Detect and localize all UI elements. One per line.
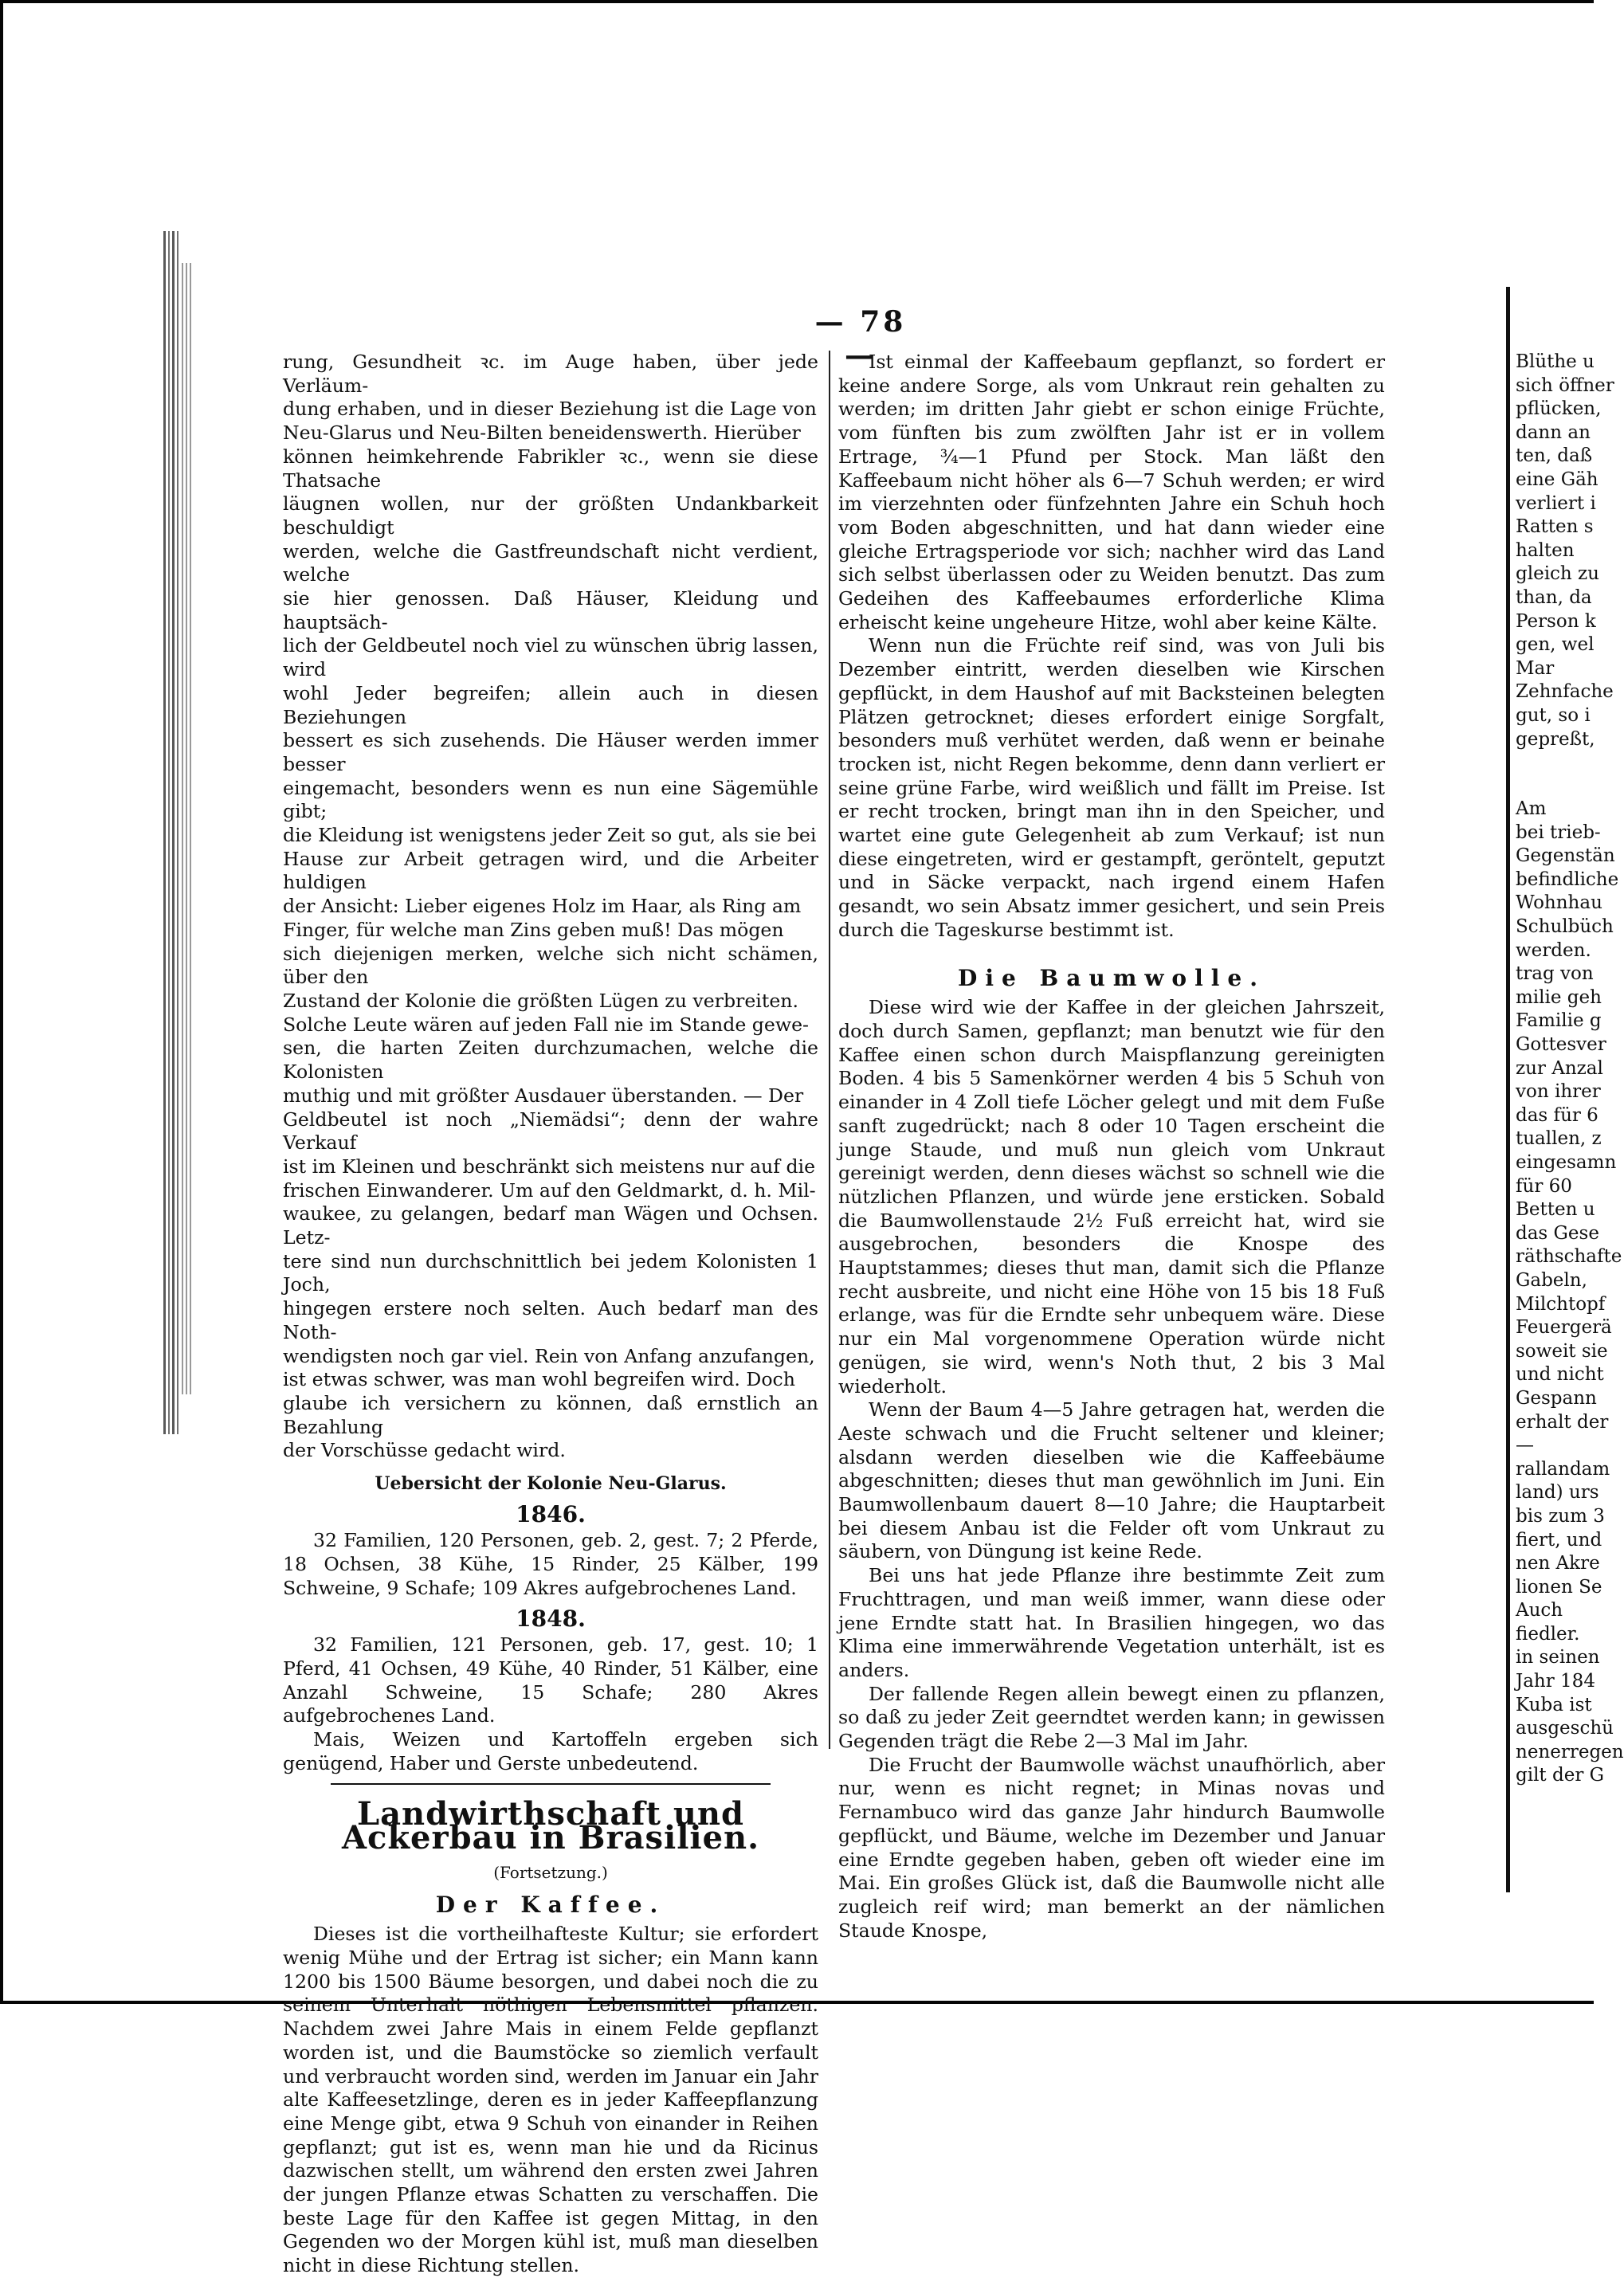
text-line: bei trieb- [1516,821,1601,843]
facing-page-lines-top [1516,351,1614,751]
section-rule [331,1783,771,1785]
text-line: können heimkehrende Fabrikler ꝛc., wenn sie diese Thatsache [283,445,818,492]
text-line: und nicht [1516,1364,1604,1386]
text-line: eingesamn [1516,1152,1617,1173]
text-line: Kuba ist [1516,1694,1592,1715]
page-edge-shadow [163,231,181,1434]
year-1846: 1846. [516,1500,586,1527]
col2-paragraph-2: Wenn nun die Früchte reif sind, was von Juli bis Dezember eintritt, werden dieselben wie Kirschen gepflückt, in dem Haushof auf mit Backsteinen belegten Plätzen getrocknet; dieses erfordert einige Sorgfalt, besonders muß verhütet werden, daß wenn er beinahe trocken ist, nicht Regen bekomme, denn dann verliert er seine grüne Farbe, wird weißlich und fällt im Preise. Ist er recht trocken, bringt man ihn in den Speicher, und wartet eine gute Gelegenheit ab zum Verkauf; ist nun diese eingetreten, wird er gestampft, geröntelt, geputzt und in Säcke verpackt, nach irgend einem Hafen gesandt, wo sein Absatz immer gesichert, und sein Preis durch die Tageskurse bestimmt ist. [838,634,1385,941]
text-line: das für 6 [1516,1104,1599,1126]
text-line: dann an [1516,421,1591,443]
text-line: sich öffner [1516,374,1614,396]
text-line: waukee, zu gelangen, bedarf man Wägen und Ochsen. Letz- [283,1202,818,1249]
text-line: frischen Einwanderer. Um auf den Geldmarkt, d. h. Mil- [283,1178,816,1202]
kaffee-paragraph: Dieses ist die vortheilhafteste Kultur; sie erfordert wenig Mühe und der Ertrag ist sicher; ein Mann kann 1200 bis 1500 Bäume besorgen, und dabei noch die zu seinem Unterhalt nöthigen Lebensmittel pflanzen. Nachdem zwei Jahre Mais in einem Felde gepflanzt worden ist, und die Baumstöcke so ziemlich verfault und verbraucht worden sind, werden im Januar ein Jahr alte Kaffeesetzlinge, deren es in jeder Kaffeepflanzung eine Menge gibt, etwa 9 Schuh von einander in Reihen gepflanzt; gut ist es, wenn man hie und da Ricinus dazwischen stellt, um während den ersten zwei Jahren der jungen Pflanze etwas Schatten zu verschaffen. Die beste Lage für den Kaffee ist gegen Mittag, in den Gegenden wo der Morgen kühl ist, muß man dieselben nicht in diese Richtung stellen. [283,1923,818,2277]
col2-paragraph-6: Der fallende Regen allein bewegt einen zu pflanzen, so daß zu jeder Zeit geerndtet werden kann; in gewissen Gegenden trägt die Rebe 2—3 Mal im Jahr. [838,1682,1385,1753]
text-line: die Kleidung ist wenigstens jeder Zeit so gut, als sie bei [283,824,817,847]
text-line: fiedler. [1516,1623,1580,1645]
section-title-kaffee: Der Kaffee. [435,1891,666,1918]
text-line: lionen Se [1516,1576,1602,1598]
text-line: dung erhaben, und in dieser Beziehung ist die Lage von [283,398,817,421]
text-line: nenerregen [1516,1741,1624,1762]
text-line: sie hier genossen. Daß Häuser, Kleidung und hauptsäch- [283,587,818,633]
text-line: Milchtopf [1516,1293,1606,1315]
col2-paragraph-5: Bei uns hat jede Pflanze ihre bestimmte Zeit zum Fruchttragen, und man weiß immer, wann diese oder jene Erndte statt hat. In Brasilien hingegen, wo das Klima eine immerwährende Vegetation unterhält, ist es anders. [838,1564,1385,1681]
text-line: Jahr 184 [1516,1671,1595,1692]
text-line: Person k [1516,610,1596,632]
text-line: erhalt der [1516,1411,1609,1433]
text-line: ist etwas schwer, was man wohl begreifen wird. Doch [283,1368,795,1391]
text-line: than, da [1516,586,1592,608]
text-line: Familie g [1516,1010,1602,1032]
text-line: Schulbüch [1516,916,1614,938]
section-title-baumwolle: Die Baumwolle. [958,964,1265,991]
text-line: befindliche [1516,868,1619,890]
facing-page-edge [1506,287,1510,1892]
year-1848-text: 32 Familien, 121 Personen, geb. 17, gest. 10; 1 Pferd, 41 Ochsen, 49 Kühe, 40 Rinder, 51 Kälber, eine Anzahl Schweine, 15 Schafe; 280 Akres aufgebrochenes Land. [283,1633,818,1727]
text-line: verliert i [1516,492,1596,514]
text-line: Gegenstän [1516,845,1615,867]
intro-text [283,351,818,1463]
text-line: trag von [1516,963,1594,985]
text-line: werden. [1516,939,1591,961]
col2-paragraph-1: Ist einmal der Kaffeebaum gepflanzt, so fordert er keine andere Sorge, als vom Unkraut rein gehalten zu werden; im dritten Jahr giebt er schon einige Früchte, vom fünften bis zum zwölften Jahr ist er in vollem Ertrage, ¾—1 Pfund per Stock. Man läßt den Kaffeebaum nicht höher als 6—7 Schuh werden; er wird im vierzehnten oder fünfzehnten Jahre ein Schuh hoch vom Boden abgeschnitten, und hat dann wieder eine gleiche Ertragsperiode vor sich; nachher wird das Land sich selbst überlassen oder zu Weiden benutzt. Das zum Gedeihen des Kaffeebaumes erforderliche Klima erheischt keine ungeheure Hitze, wohl aber keine Kälte. [838,351,1385,633]
page-edge-shadow-inner [182,263,191,1394]
col2-paragraph-4: Wenn der Baum 4—5 Jahre getragen hat, werden die Aeste schwach und die Frucht seltener und kleiner; alsdann werden dieselben wie die Kaffeebäume abgeschnitten; dieses thut man gewöhnlich im Juni. Ein Baumwollenbaum dauert 8—10 Jahre; die Hauptarbeit bei diesem Anbau ist die Felder oft vom Unkraut zu säubern, von Düngung ist keine Rede. [838,1398,1385,1563]
text-line: fiert, und [1516,1529,1602,1551]
text-line: muthig und mit größter Ausdauer überstanden. — Der [283,1084,804,1107]
text-line: Gottesver [1516,1034,1606,1056]
text-line: bessert es sich zusehends. Die Häuser werden immer besser [283,729,818,775]
text-line: Zustand der Kolonie die größten Lügen zu verbreiten. [283,989,798,1012]
text-line: das Gese [1516,1222,1599,1244]
column-divider [829,351,830,1749]
text-line: lich der Geldbeutel noch viel zu wünschen übrig lassen, wird [283,634,818,681]
scan-border-top [0,0,1594,3]
text-line: hingegen erstere noch selten. Auch bedarf man des Noth- [283,1297,818,1343]
text-line: Neu-Glarus und Neu-Bilten beneidenswerth. Hierüber [283,421,801,445]
text-line: Zehnfache [1516,681,1614,703]
text-line: der Ansicht: Lieber eigenes Holz im Haar, als Ring am [283,895,802,918]
text-line: tuallen, z [1516,1128,1602,1150]
facing-page-column [1516,351,1624,1788]
text-line: gleich zu [1516,563,1599,585]
text-line: tere sind nun durchschnittlich bei jedem Kolonisten 1 Joch, [283,1249,818,1296]
text-line: Am [1516,798,1547,820]
text-line: wendigsten noch gar viel. Rein von Anfang anzufangen, [283,1344,815,1367]
text-line: ten, daß [1516,445,1593,467]
text-line: Gabeln, [1516,1269,1587,1291]
text-line: von ihrer [1516,1081,1601,1103]
article-title: Landwirthschaft und Ackerbau in Brasilien. [341,1795,760,1857]
text-line: Finger, für welche man Zins geben muß! Das mögen [283,918,784,941]
text-line: eine Gäh [1516,469,1599,490]
text-line: in seinen [1516,1647,1600,1668]
text-line: werden, welche die Gastfreundschaft nicht verdient, welche [283,539,818,586]
text-line: Solche Leute wären auf jeden Fall nie im Stande gewe- [283,1013,810,1036]
text-line: rallandam [1516,1458,1610,1480]
text-line: Gespann [1516,1387,1597,1409]
text-line: eingemacht, besonders wenn es nun eine Sägemühle gibt; [283,776,818,823]
text-line: milie geh [1516,986,1602,1008]
text-line: Auch [1516,1600,1563,1621]
overview-heading: Uebersicht der Kolonie Neu-Glarus. [375,1473,727,1495]
text-line: halten [1516,539,1575,561]
text-line: pflücken, [1516,398,1602,420]
text-line: sen, die harten Zeiten durchzumachen, welche die Kolonisten [283,1037,818,1084]
column-2 [838,351,1385,1943]
text-line: räthschafte [1516,1246,1622,1268]
text-line: Feuergerä [1516,1317,1612,1339]
text-line: land) urs [1516,1482,1599,1504]
text-line: Wohnhau [1516,892,1602,914]
scan-border-left [0,0,3,2004]
text-line: glaube ich versichern zu können, daß ernstlich an Bezahlung [283,1391,818,1438]
year-1846-text: 32 Familien, 120 Personen, geb. 2, gest. 7; 2 Pferde, 18 Ochsen, 38 Kühe, 15 Rinder, 25 Kälber, 199 Schweine, 9 Schafe; 109 Akres aufgebrochenes Land. [283,1529,818,1599]
text-line: Hause zur Arbeit getragen wird, und die Arbeiter huldigen [283,847,818,894]
text-line: nen Akre [1516,1553,1600,1574]
text-line: Betten u [1516,1199,1595,1221]
text-line: bis zum 3 [1516,1505,1605,1527]
text-line: Ratten s [1516,516,1594,538]
text-line: ist im Kleinen und beschränkt sich meistens nur auf die [283,1155,816,1178]
text-line: gilt der G [1516,1765,1605,1786]
text-line: Geldbeutel ist noch „Niemädsi“; denn der wahre Verkauf [283,1108,818,1155]
article-subtitle: (Fortsetzung.) [493,1862,608,1882]
col2-paragraph-3: Diese wird wie der Kaffee in der gleichen Jahrszeit, doch durch Samen, gepflanzt; man benutzt wie für den Kaffee einen schon durch Maispflanzung gereinigten Boden. 4 bis 5 Samenkörner werden 4 bis 5 Schuh von einander in 4 Zoll tiefe Löcher gelegt und mit dem Fuße sanft zugedrückt; nach 8 oder 10 Tagen erscheint die junge Staude, und muß nun gleich vom Unkraut gereinigt werden, denn dieses wächst so schnell wie die nützlichen Pflanzen, und würde jene ersticken. Sobald die Baumwollenstaude 2½ Fuß erreicht hat, wird sie ausgebrochen, besonders die Knospe des Hauptstammes; dieses thut man, damit sich die Pflanze recht ausbreite, und nicht eine Höhe von 15 bis 18 Fuß erlange, was für die Erndte sehr unbequem wäre. Diese nur ein Mal vorgenommene Operation würde nicht genügen, sie wird, wenn's Noth thut, 2 bis 3 Mal wiederholt. [838,996,1385,1398]
page-number: — 78 — [814,305,907,372]
text-line: für 60 [1516,1175,1572,1197]
column-1 [283,351,818,2278]
text-line: läugnen wollen, nur der größten Undankbarkeit beschuldigt [283,492,818,539]
text-line: ausgeschü [1516,1718,1614,1739]
text-line: zur Anzal [1516,1057,1603,1079]
text-line: sich diejenigen merken, welche sich nicht schämen, über den [283,942,818,989]
facing-page-gap [1516,751,1594,798]
text-line: rung, Gesundheit ꝛc. im Auge haben, über jede Verläum- [283,351,818,397]
text-line: soweit sie [1516,1340,1608,1362]
text-line: — [1516,1435,1534,1457]
text-line: gen, wel [1516,634,1595,656]
text-line: gut, so i [1516,704,1591,726]
text-line: Blüthe u [1516,351,1595,372]
year-1848: 1848. [516,1605,586,1632]
text-line: Mar [1516,657,1555,679]
text-line: der Vorschüsse gedacht wird. [283,1439,566,1462]
facing-page-lines-bottom [1516,798,1624,1788]
col2-paragraph-7: Die Frucht der Baumwolle wächst unaufhörlich, aber nur, wenn es nicht regnet; in Minas novas und Fernambuco wird das ganze Jahr hindurch Baumwolle gepflückt, und Bäume, welche im Dezember und Januar eine Erndte gegeben haben, geben oft wieder eine im Mai. Ein großes Glück ist, daß die Baumwolle nicht alle zugleich reif wird; man bemerkt an der nämlichen Staude Knospe, [838,1753,1385,1942]
text-line: gepreßt, [1516,728,1595,750]
text-line: wohl Jeder begreifen; allein auch in diesen Beziehungen [283,681,818,728]
crops-text: Mais, Weizen und Kartoffeln ergeben sich genügend, Haber und Gerste unbedeutend. [283,1728,818,1774]
